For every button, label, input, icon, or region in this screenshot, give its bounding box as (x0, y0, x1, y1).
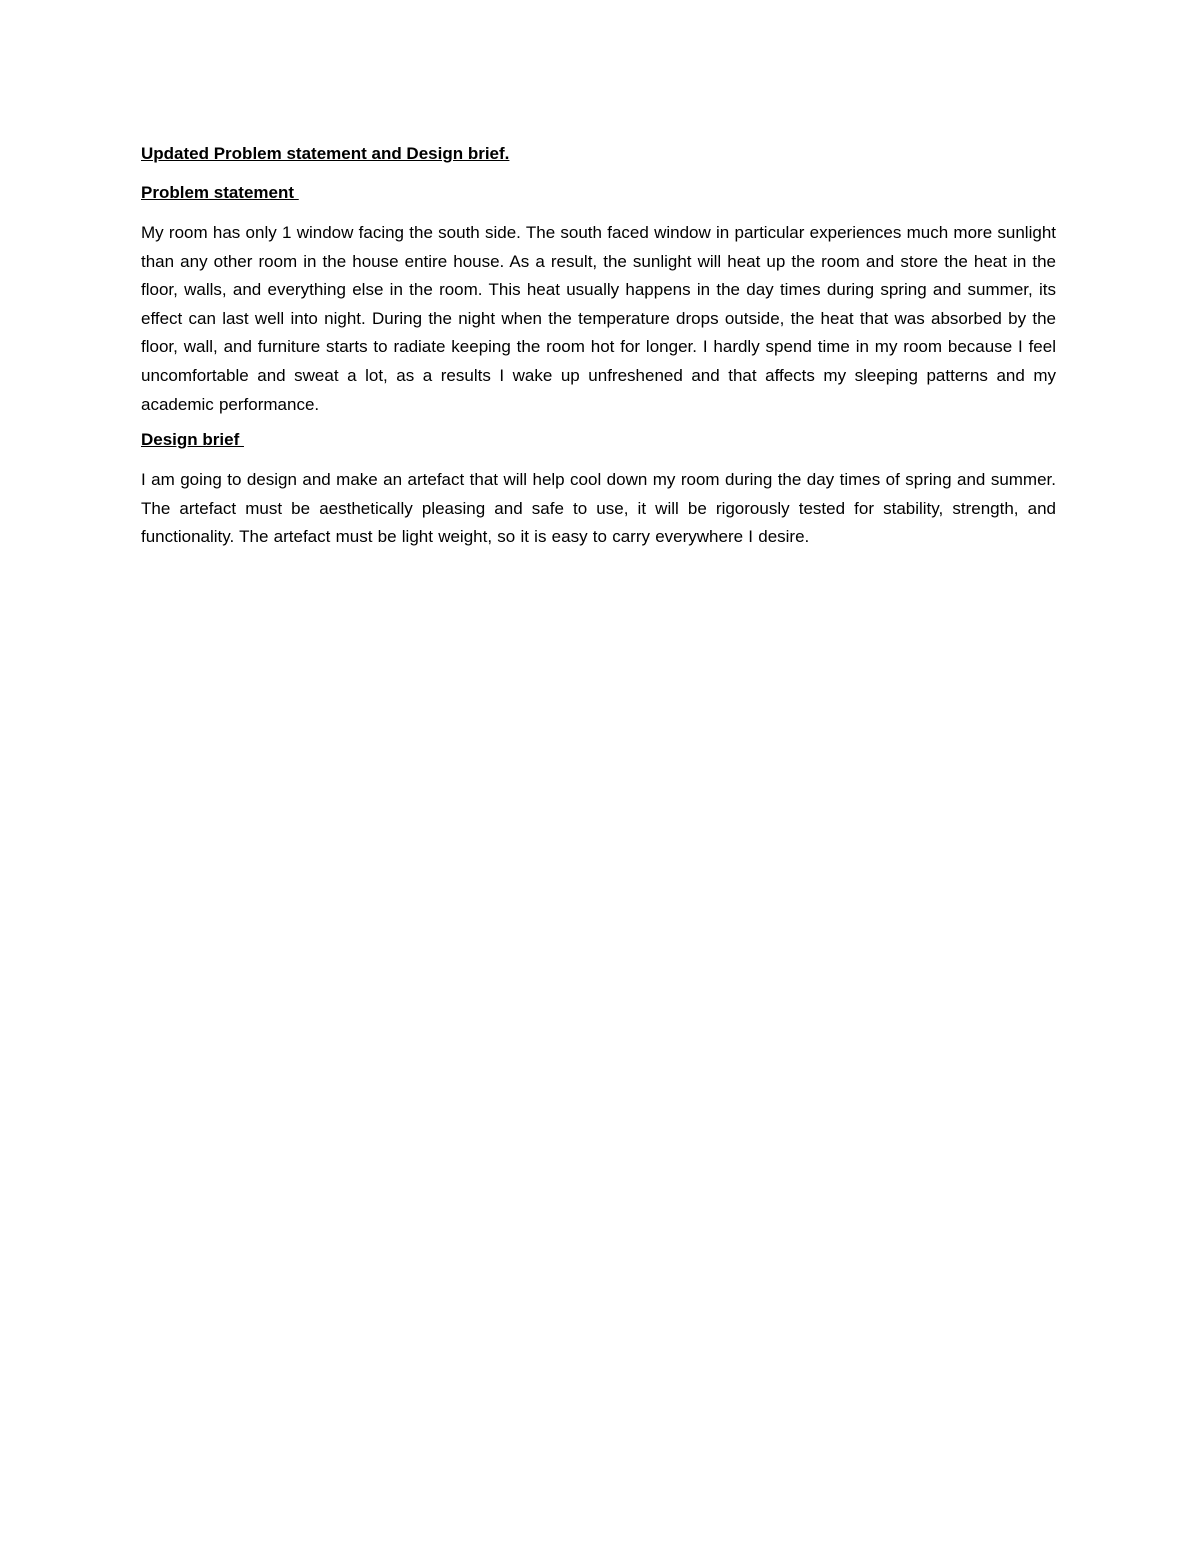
design-brief-heading: Design brief (141, 430, 244, 450)
document-title: Updated Problem statement and Design brief. (141, 144, 510, 163)
problem-statement-heading: Problem statement (141, 183, 299, 202)
problem-statement-paragraph: My room has only 1 window facing the south side. The south faced window in particular experiences much more sunlight than any other room in the house entire house. As a result, the sunlight will heat up the room and store the heat in the floor, walls, and everything else in the room. This heat usually happens in the day times during spring and summer, its effect can last well into night. During the night when the temperature drops outside, the heat that was absorbed by the floor, wall, and furniture starts to radiate keeping the room hot for longer. I hardly spend time in my room because I feel uncomfortable and sweat a lot, as a results I wake up unfreshened and that affects my sleeping patterns and my academic performance. (141, 223, 1056, 414)
document-content (141, 142, 1056, 561)
design-brief-paragraph: I am going to design and make an artefact that will help cool down my room during the day times of spring and summer. The artefact must be aesthetically pleasing and safe to use, it will be rigorously tested for stability, strength, and functionality. The artefact must be light weight, so it is easy to carry everywhere I desire. (141, 470, 1056, 547)
